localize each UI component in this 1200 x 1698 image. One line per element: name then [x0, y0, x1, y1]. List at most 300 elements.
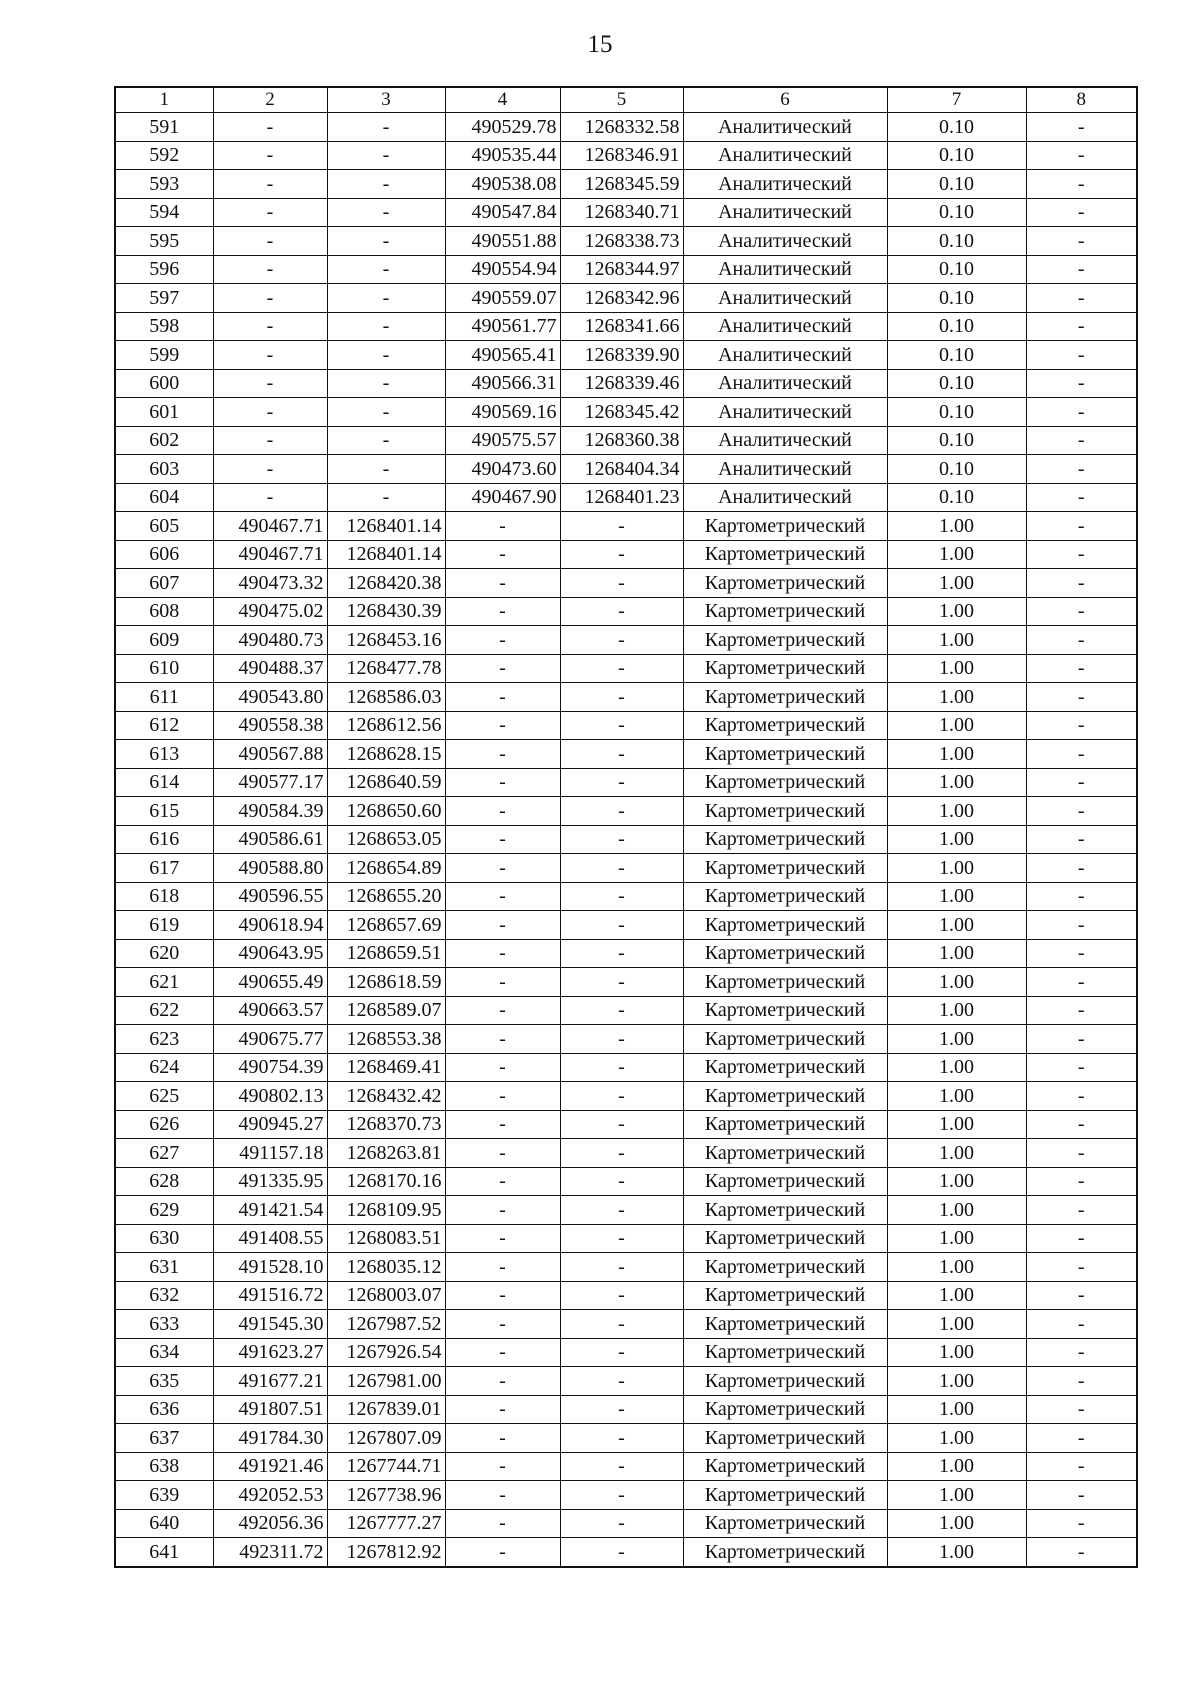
table-cell: 615	[115, 797, 213, 826]
table-cell: -	[213, 170, 327, 199]
table-cell: Аналитический	[683, 170, 887, 199]
table-cell: 0.10	[887, 455, 1026, 484]
table-cell: -	[560, 1053, 683, 1082]
table-cell: -	[213, 255, 327, 284]
table-cell: -	[327, 227, 445, 256]
table-cell: -	[1026, 483, 1137, 512]
table-cell: 0.10	[887, 426, 1026, 455]
coordinates-table	[114, 86, 1138, 1568]
header-cell: 2	[213, 87, 327, 113]
table-cell: -	[1026, 1196, 1137, 1225]
table-row	[115, 1395, 1137, 1424]
table-cell: 490663.57	[213, 996, 327, 1025]
header-cell: 7	[887, 87, 1026, 113]
table-cell: 0.10	[887, 227, 1026, 256]
table-cell: -	[445, 1025, 560, 1054]
table-cell: 631	[115, 1253, 213, 1282]
table-cell: -	[445, 797, 560, 826]
table-cell: 1268650.60	[327, 797, 445, 826]
table-cell: -	[327, 198, 445, 227]
table-cell: 490467.90	[445, 483, 560, 512]
table-cell: -	[213, 312, 327, 341]
table-cell: 1268370.73	[327, 1110, 445, 1139]
table-cell: -	[1026, 939, 1137, 968]
table-cell: 0.10	[887, 255, 1026, 284]
table-cell: -	[1026, 1509, 1137, 1538]
table-cell: Картометрический	[683, 1281, 887, 1310]
table-cell: 0.10	[887, 398, 1026, 427]
table-cell: 1268332.58	[560, 113, 683, 142]
table-cell: -	[213, 369, 327, 398]
table-cell: 1.00	[887, 683, 1026, 712]
table-cell: 1.00	[887, 1110, 1026, 1139]
header-cell: 1	[115, 87, 213, 113]
table-cell: -	[560, 1424, 683, 1453]
table-cell: -	[445, 1395, 560, 1424]
table-cell: 1.00	[887, 825, 1026, 854]
table-cell: 1267839.01	[327, 1395, 445, 1424]
table-cell: -	[445, 683, 560, 712]
table-cell: -	[1026, 569, 1137, 598]
header-cell: 3	[327, 87, 445, 113]
table-cell: -	[445, 1281, 560, 1310]
table-cell: 1.00	[887, 854, 1026, 883]
table-cell: 1.00	[887, 626, 1026, 655]
table-row	[115, 369, 1137, 398]
table-row	[115, 1338, 1137, 1367]
table-cell: -	[445, 740, 560, 769]
table-cell: -	[1026, 1481, 1137, 1510]
table-cell: 490488.37	[213, 654, 327, 683]
table-cell: -	[1026, 1053, 1137, 1082]
table-cell: 491335.95	[213, 1167, 327, 1196]
table-cell: Картометрический	[683, 1424, 887, 1453]
table-cell: 1.00	[887, 597, 1026, 626]
table-cell: 596	[115, 255, 213, 284]
table-cell: -	[1026, 996, 1137, 1025]
table-cell: -	[445, 1310, 560, 1339]
table-cell: -	[560, 1538, 683, 1567]
table-cell: -	[327, 341, 445, 370]
table-cell: 491677.21	[213, 1367, 327, 1396]
table-row	[115, 1025, 1137, 1054]
table-cell: -	[560, 512, 683, 541]
table-cell: 1267777.27	[327, 1509, 445, 1538]
table-cell: 490547.84	[445, 198, 560, 227]
table-cell: 1268401.14	[327, 540, 445, 569]
table-cell: Картометрический	[683, 1053, 887, 1082]
table-cell: 1268628.15	[327, 740, 445, 769]
table-cell: 1.00	[887, 512, 1026, 541]
table-cell: Картометрический	[683, 854, 887, 883]
table-row	[115, 1139, 1137, 1168]
table-cell: Картометрический	[683, 768, 887, 797]
table-cell: 0.10	[887, 141, 1026, 170]
table-cell: 1268553.38	[327, 1025, 445, 1054]
table-cell: Картометрический	[683, 1139, 887, 1168]
table-cell: -	[1026, 426, 1137, 455]
table-cell: 1268655.20	[327, 882, 445, 911]
table-cell: -	[1026, 227, 1137, 256]
table-cell: -	[1026, 1110, 1137, 1139]
table-cell: -	[327, 113, 445, 142]
table-cell: -	[1026, 284, 1137, 313]
table-cell: Картометрический	[683, 996, 887, 1025]
table-cell: -	[1026, 683, 1137, 712]
table-cell: -	[560, 854, 683, 883]
table-cell: Аналитический	[683, 198, 887, 227]
table-cell: 595	[115, 227, 213, 256]
table-cell: 1.00	[887, 1310, 1026, 1339]
table-cell: Картометрический	[683, 683, 887, 712]
table-cell: 619	[115, 911, 213, 940]
table-cell: Картометрический	[683, 1538, 887, 1567]
table-cell: -	[1026, 1310, 1137, 1339]
table-cell: Картометрический	[683, 569, 887, 598]
table-row	[115, 911, 1137, 940]
table-cell: 490754.39	[213, 1053, 327, 1082]
table-row	[115, 654, 1137, 683]
table-cell: -	[560, 1367, 683, 1396]
table-cell: Аналитический	[683, 426, 887, 455]
table-cell: 490475.02	[213, 597, 327, 626]
table-cell: Картометрический	[683, 1025, 887, 1054]
table-cell: 490802.13	[213, 1082, 327, 1111]
table-cell: -	[560, 797, 683, 826]
table-cell: 491545.30	[213, 1310, 327, 1339]
table-cell: 491421.54	[213, 1196, 327, 1225]
table-cell: 641	[115, 1538, 213, 1567]
table-cell: 490584.39	[213, 797, 327, 826]
table-cell: -	[560, 683, 683, 712]
table-cell: -	[1026, 1253, 1137, 1282]
table-cell: -	[560, 882, 683, 911]
table-cell: 1268346.91	[560, 141, 683, 170]
table-cell: 1268612.56	[327, 711, 445, 740]
table-cell: 630	[115, 1224, 213, 1253]
table-row	[115, 455, 1137, 484]
table-cell: 490558.38	[213, 711, 327, 740]
table-cell: 490559.07	[445, 284, 560, 313]
table-cell: Аналитический	[683, 113, 887, 142]
table-cell: 491784.30	[213, 1424, 327, 1453]
table-cell: 1.00	[887, 797, 1026, 826]
table-cell: -	[1026, 455, 1137, 484]
table-cell: -	[445, 1338, 560, 1367]
table-cell: 1268420.38	[327, 569, 445, 598]
table-cell: 490575.57	[445, 426, 560, 455]
table-cell: Картометрический	[683, 1481, 887, 1510]
table-cell: Картометрический	[683, 1509, 887, 1538]
table-row	[115, 968, 1137, 997]
table-cell: 1.00	[887, 1053, 1026, 1082]
table-cell: 621	[115, 968, 213, 997]
table-cell: Картометрический	[683, 711, 887, 740]
table-cell: 490480.73	[213, 626, 327, 655]
table-cell: -	[327, 284, 445, 313]
table-cell: -	[560, 740, 683, 769]
table-cell: 610	[115, 654, 213, 683]
header-row	[115, 87, 1137, 113]
table-row	[115, 882, 1137, 911]
table-cell: 1268341.66	[560, 312, 683, 341]
table-cell: 1.00	[887, 882, 1026, 911]
table-cell: -	[213, 341, 327, 370]
table-cell: -	[560, 1481, 683, 1510]
table-cell: 490586.61	[213, 825, 327, 854]
table-cell: Картометрический	[683, 1452, 887, 1481]
table-cell: -	[213, 113, 327, 142]
table-cell: -	[445, 911, 560, 940]
table-cell: 1268654.89	[327, 854, 445, 883]
table-cell: -	[445, 1224, 560, 1253]
table-cell: Аналитический	[683, 341, 887, 370]
table-cell: 1267812.92	[327, 1538, 445, 1567]
table-cell: -	[1026, 1281, 1137, 1310]
table-cell: Аналитический	[683, 455, 887, 484]
table-cell: Картометрический	[683, 1253, 887, 1282]
table-cell: 490554.94	[445, 255, 560, 284]
table-row	[115, 768, 1137, 797]
table-cell: 1267987.52	[327, 1310, 445, 1339]
table-cell: Картометрический	[683, 1167, 887, 1196]
table-cell: -	[445, 1481, 560, 1510]
table-cell: 490561.77	[445, 312, 560, 341]
table-cell: 633	[115, 1310, 213, 1339]
table-row	[115, 797, 1137, 826]
table-cell: 1268342.96	[560, 284, 683, 313]
table-cell: -	[327, 141, 445, 170]
table-cell: Аналитический	[683, 483, 887, 512]
table-cell: 492052.53	[213, 1481, 327, 1510]
table-row	[115, 1452, 1137, 1481]
table-row	[115, 626, 1137, 655]
table-cell: 1268618.59	[327, 968, 445, 997]
table-cell: -	[1026, 1452, 1137, 1481]
table-cell: Картометрический	[683, 626, 887, 655]
table-cell: 490467.71	[213, 512, 327, 541]
table-cell: -	[560, 1310, 683, 1339]
table-cell: 490643.95	[213, 939, 327, 968]
table-cell: 1.00	[887, 1338, 1026, 1367]
table-row	[115, 1310, 1137, 1339]
table-cell: -	[213, 426, 327, 455]
header-cell: 5	[560, 87, 683, 113]
table-cell: 636	[115, 1395, 213, 1424]
table-cell: -	[445, 1509, 560, 1538]
table-cell: -	[560, 1196, 683, 1225]
table-cell: -	[327, 170, 445, 199]
table-cell: -	[1026, 825, 1137, 854]
table-cell: 1268338.73	[560, 227, 683, 256]
table-cell: 1.00	[887, 1509, 1026, 1538]
table-cell: 1268003.07	[327, 1281, 445, 1310]
table-cell: -	[1026, 626, 1137, 655]
table-cell: 490473.32	[213, 569, 327, 598]
table-cell: 490618.94	[213, 911, 327, 940]
table-cell: -	[445, 1082, 560, 1111]
table-cell: 490566.31	[445, 369, 560, 398]
table-cell: -	[445, 1452, 560, 1481]
table-cell: Картометрический	[683, 939, 887, 968]
table-cell: 1268339.90	[560, 341, 683, 370]
table-cell: 1268083.51	[327, 1224, 445, 1253]
table-cell: 617	[115, 854, 213, 883]
table-cell: 491921.46	[213, 1452, 327, 1481]
table-cell: -	[1026, 1338, 1137, 1367]
table-cell: -	[213, 455, 327, 484]
table-row	[115, 683, 1137, 712]
table-cell: 1267738.96	[327, 1481, 445, 1510]
table-row	[115, 854, 1137, 883]
table-cell: -	[560, 1338, 683, 1367]
table-cell: 490569.16	[445, 398, 560, 427]
table-cell: -	[560, 996, 683, 1025]
table-cell: 1267926.54	[327, 1338, 445, 1367]
table-cell: -	[1026, 768, 1137, 797]
table-cell: -	[560, 1224, 683, 1253]
table-row	[115, 255, 1137, 284]
table-cell: 600	[115, 369, 213, 398]
table-cell: 1268404.34	[560, 455, 683, 484]
table-row	[115, 426, 1137, 455]
table-cell: 1267981.00	[327, 1367, 445, 1396]
table-cell: -	[560, 939, 683, 968]
table-cell: -	[213, 227, 327, 256]
table-cell: -	[560, 968, 683, 997]
table-cell: -	[1026, 1538, 1137, 1567]
table-cell: Аналитический	[683, 312, 887, 341]
table-cell: -	[1026, 1424, 1137, 1453]
table-cell: -	[445, 1538, 560, 1567]
table-cell: 1.00	[887, 1025, 1026, 1054]
table-cell: 1268170.16	[327, 1167, 445, 1196]
header-cell: 8	[1026, 87, 1137, 113]
table-cell: Картометрический	[683, 1110, 887, 1139]
table-cell: 1.00	[887, 1481, 1026, 1510]
table-row	[115, 825, 1137, 854]
table-body	[115, 87, 1137, 1567]
table-cell: -	[327, 369, 445, 398]
table-cell: -	[327, 398, 445, 427]
table-cell: 626	[115, 1110, 213, 1139]
table-cell: Картометрический	[683, 1395, 887, 1424]
table-cell: 612	[115, 711, 213, 740]
table-cell: 606	[115, 540, 213, 569]
table-cell: 491157.18	[213, 1139, 327, 1168]
table-cell: 594	[115, 198, 213, 227]
table-cell: -	[560, 1253, 683, 1282]
table-cell: -	[445, 968, 560, 997]
table-cell: 627	[115, 1139, 213, 1168]
table-cell: -	[445, 1167, 560, 1196]
table-cell: 491807.51	[213, 1395, 327, 1424]
table-cell: -	[213, 284, 327, 313]
table-cell: -	[560, 1509, 683, 1538]
table-cell: 632	[115, 1281, 213, 1310]
table-cell: Картометрический	[683, 1310, 887, 1339]
table-cell: -	[560, 825, 683, 854]
table-cell: -	[445, 540, 560, 569]
table-cell: 490535.44	[445, 141, 560, 170]
table-cell: -	[1026, 1167, 1137, 1196]
table-cell: -	[445, 768, 560, 797]
table-cell: 490945.27	[213, 1110, 327, 1139]
table-row	[115, 1196, 1137, 1225]
table-cell: 598	[115, 312, 213, 341]
table-cell: Картометрический	[683, 1338, 887, 1367]
table-cell: 1.00	[887, 1281, 1026, 1310]
table-cell: Аналитический	[683, 141, 887, 170]
table-cell: Картометрический	[683, 1082, 887, 1111]
table-cell: 599	[115, 341, 213, 370]
table-cell: 629	[115, 1196, 213, 1225]
table-cell: -	[560, 1139, 683, 1168]
table-cell: 1.00	[887, 569, 1026, 598]
table-cell: -	[560, 1082, 683, 1111]
table-cell: -	[1026, 113, 1137, 142]
table-cell: 1268401.23	[560, 483, 683, 512]
table-cell: -	[560, 540, 683, 569]
table-cell: 1.00	[887, 1224, 1026, 1253]
table-cell: 1.00	[887, 939, 1026, 968]
table-cell: 0.10	[887, 369, 1026, 398]
table-row	[115, 284, 1137, 313]
table-cell: -	[560, 911, 683, 940]
table-cell: 592	[115, 141, 213, 170]
table-cell: 1268430.39	[327, 597, 445, 626]
table-row	[115, 569, 1137, 598]
table-cell: -	[213, 483, 327, 512]
header-cell: 4	[445, 87, 560, 113]
table-cell: 1.00	[887, 1538, 1026, 1567]
header-cell: 6	[683, 87, 887, 113]
table-cell: -	[1026, 1082, 1137, 1111]
table-cell: -	[560, 1395, 683, 1424]
table-cell: -	[1026, 854, 1137, 883]
table-row	[115, 1110, 1137, 1139]
table-cell: 625	[115, 1082, 213, 1111]
table-cell: -	[213, 141, 327, 170]
table-cell: Картометрический	[683, 882, 887, 911]
table-cell: -	[1026, 1395, 1137, 1424]
table-row	[115, 1053, 1137, 1082]
table-cell: 490565.41	[445, 341, 560, 370]
table-cell: -	[445, 1139, 560, 1168]
table-row	[115, 483, 1137, 512]
table-cell: 490529.78	[445, 113, 560, 142]
table-cell: Картометрический	[683, 597, 887, 626]
table-cell: 1.00	[887, 540, 1026, 569]
table-cell: Картометрический	[683, 797, 887, 826]
table-cell: -	[327, 455, 445, 484]
table-cell: 0.10	[887, 170, 1026, 199]
table-cell: -	[327, 483, 445, 512]
table-cell: 1268035.12	[327, 1253, 445, 1282]
table-cell: 1.00	[887, 1424, 1026, 1453]
table-cell: 591	[115, 113, 213, 142]
table-cell: -	[560, 1025, 683, 1054]
table-cell: Картометрический	[683, 540, 887, 569]
table-row	[115, 939, 1137, 968]
table-cell: -	[560, 654, 683, 683]
table-cell: 490596.55	[213, 882, 327, 911]
table-cell: 597	[115, 284, 213, 313]
table-cell: -	[1026, 170, 1137, 199]
table-cell: 1268453.16	[327, 626, 445, 655]
table-row	[115, 341, 1137, 370]
table-cell: 634	[115, 1338, 213, 1367]
